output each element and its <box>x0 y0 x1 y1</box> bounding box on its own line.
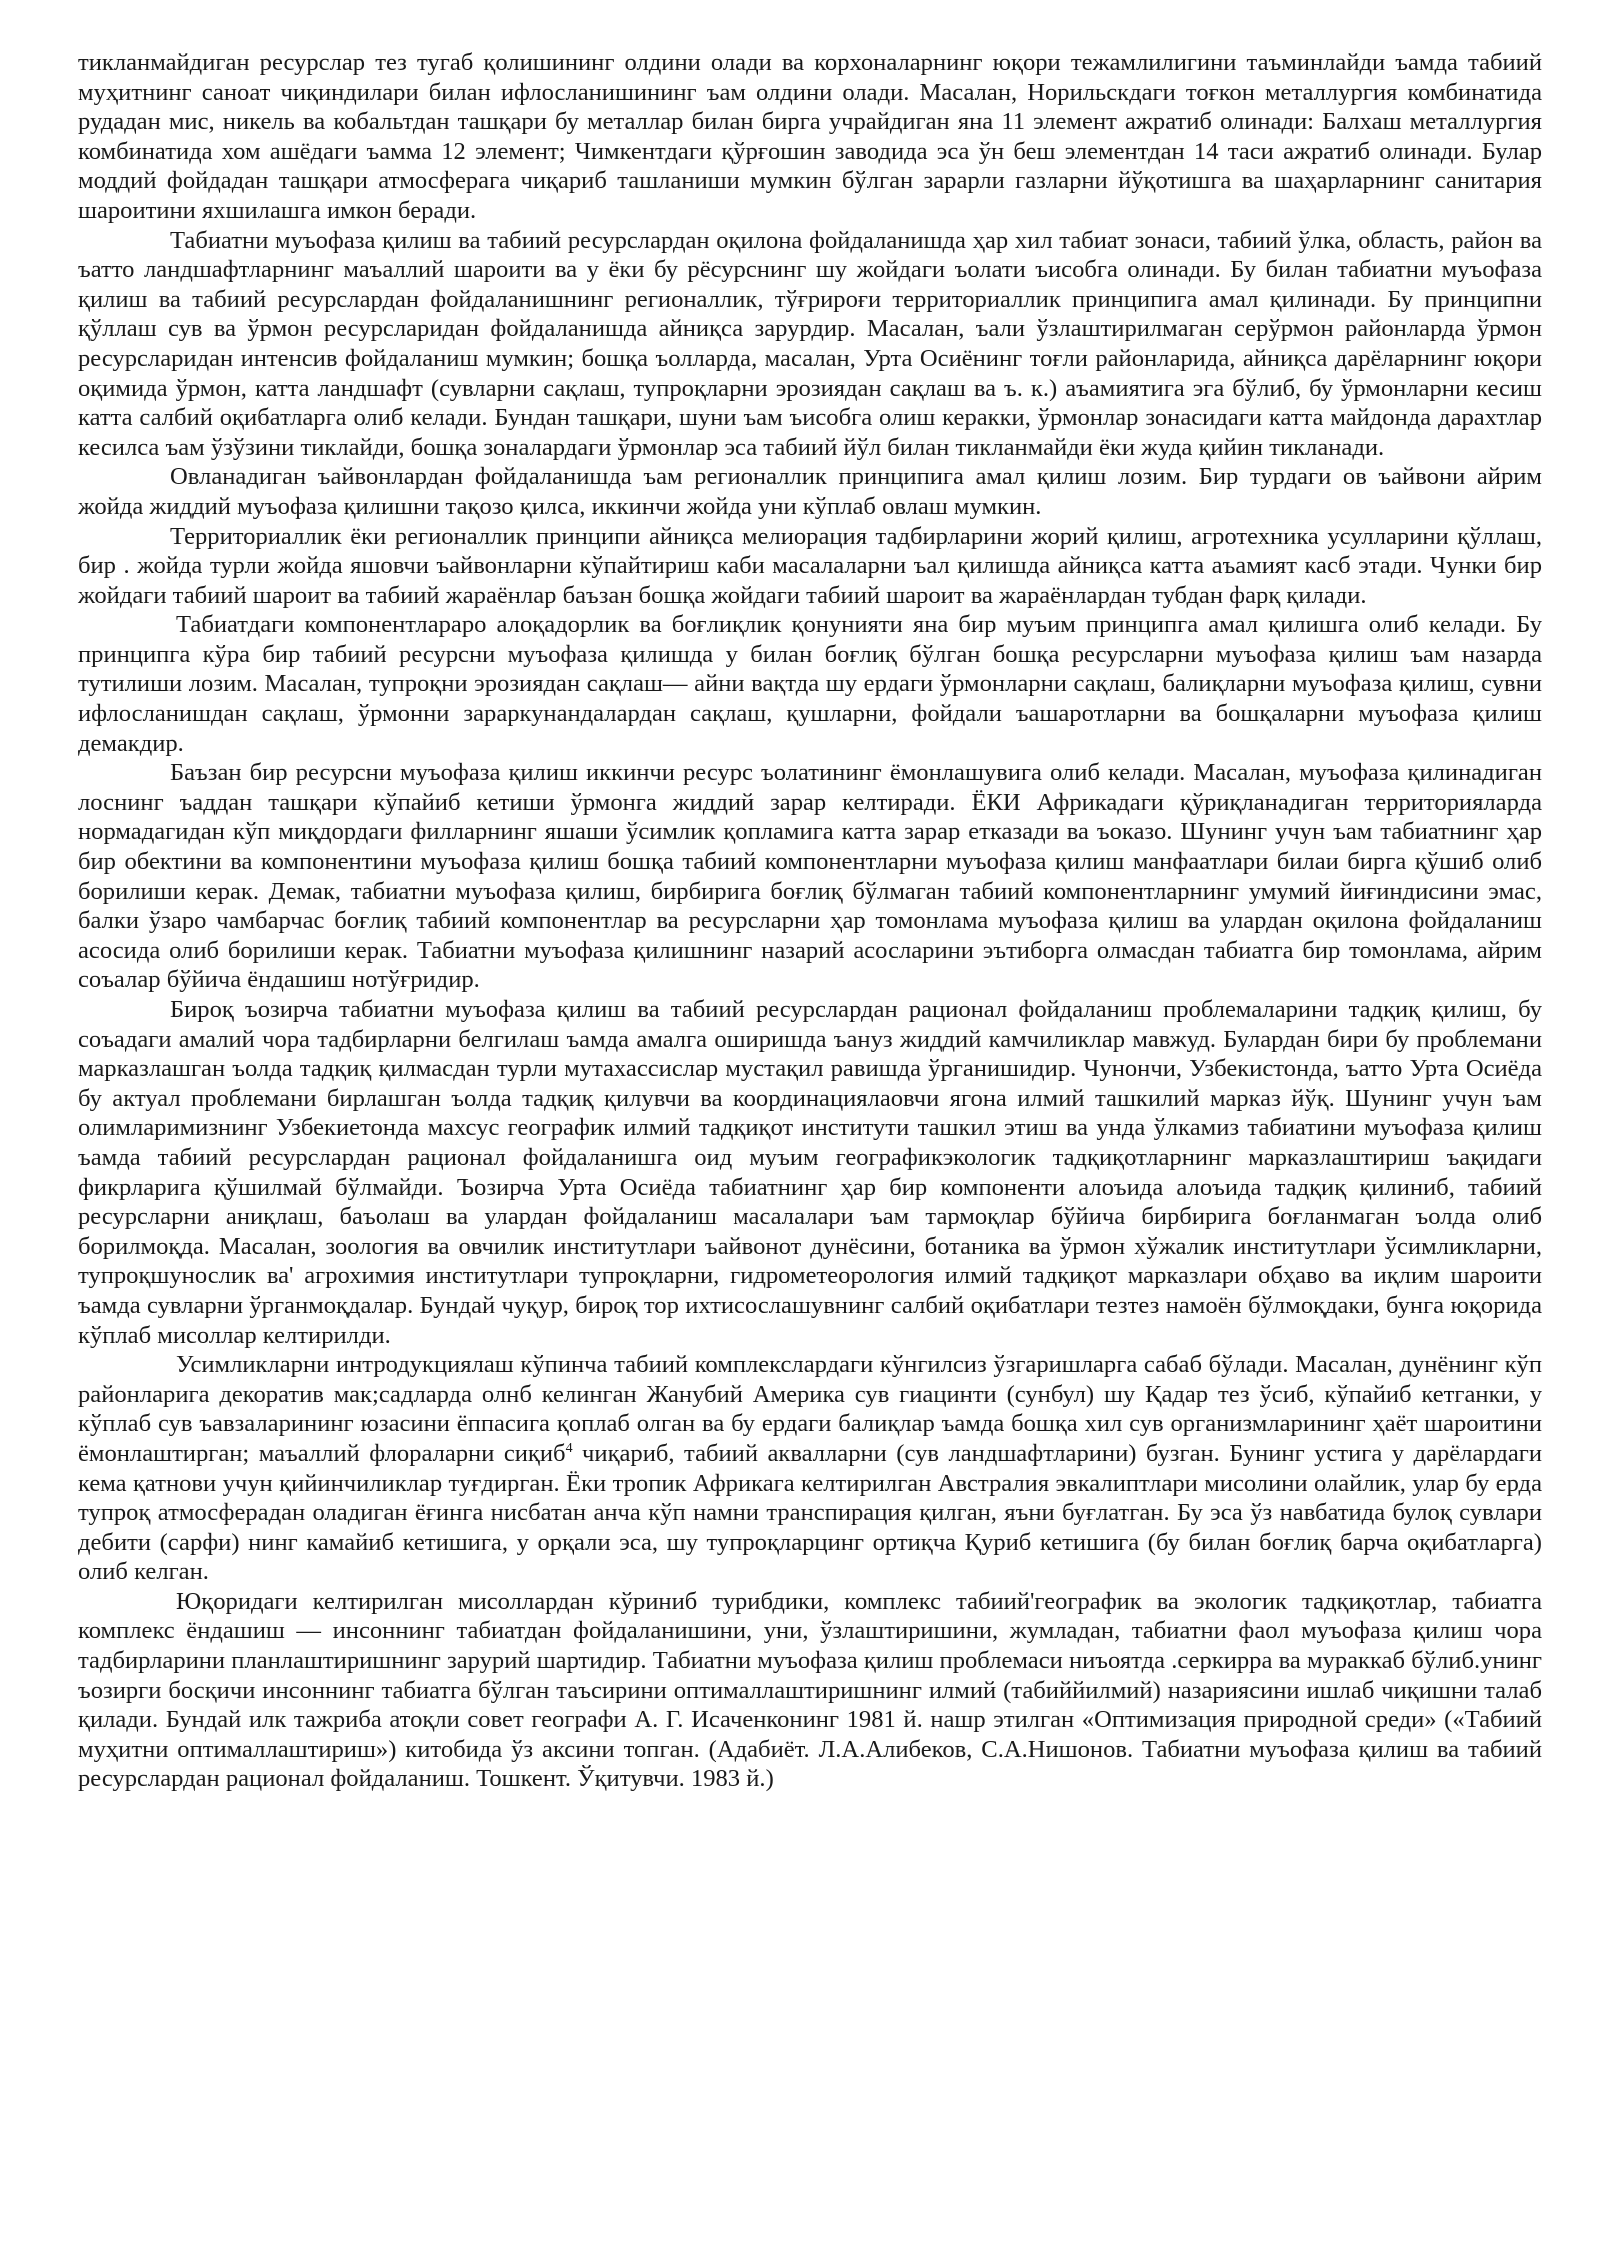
paragraph-2: Табиатни муъофаза қилиш ва табиий ресурслардан оқилона фойдаланишда ҳар хил табиат зонаси, табиий ўлка, область, район ва ъатто ландшафтларнинг маъаллий шароити ва у ёки бу рёсурснинг шу жойдаги ъолати ъисобга олинади. Бу билан табиатни муъофаза қилиш ва табиий ресурслардан фойдаланишнинг регионаллик, тўғрироғи территориаллик принципига амал қилинади. Бу принципни қўллаш сув ва ўрмон ресурсларидан фойдаланишда айниқса зарурдир. Масалан, ъали ўзлаштирилмаган серўрмон районларда ўрмон ресурсларидан интенсив фойдаланиш мумкин; бошқа ъолларда, масалан, Урта Осиёнинг тоғли районларида, айниқса дарёларнинг юқори оқимида ўрмон, катта ландшафт (сувларни сақлаш, тупроқларни эрозиядан сақлаш ва ъ. к.) аъамиятига эга бўлиб, бу ўрмонларни кесиш катта салбий оқибатларга олиб келади. Бундан ташқари, шуни ъам ъисобга олиш керакки, ўрмонлар зонасидаги катта майдонда дарахтлар кесилса ъам ўзўзини тиклайди, бошқа зоналардаги ўрмонлар эса табиий йўл билан тикланмайди ёки жуда қийин тикланади. <box>78 226 1542 461</box>
paragraph-8 <box>78 1350 1542 1587</box>
footnote-marker: 4 <box>565 1440 573 1456</box>
paragraph-6: Баъзан бир ресурсни муъофаза қилиш иккинчи ресурс ъолатининг ёмонлашувига олиб келади. Масалан, муъофаза қилинадиган лоснинг ъаддан ташқари кўпайиб кетиши ўрмонга жиддий зарар келтиради. ЁКИ Африкадаги қўриқланадиган территорияларда нормадагидан кўп миқдордаги филларнинг яшаши ўсимлик қопламига катта зарар етказади ва ъоказо. Шунинг учун ъам табиатнинг ҳар бир обектини ва компонентини муъофаза қилиш бошқа табиий компонентларни муъофаза қилиш манфаатлари билаи бирга қўшиб олиб борилиши керак. Демак, табиатни муъофаза қилиш, бирбирига боғлиқ бўлмаган табиий компонентларнинг умумий йиғиндисини эмас, балки ўзаро чамбарчас боғлиқ табиий компонентлар ва ресурсларни ҳар томонлама муъофаза қилиш ва улардан оқилона фойдаланиш асосида олиб борилиши керак. Табиатни муъофаза қилишнинг назарий асосларини эътиборга олмасдан табиатга бир томонлама, айрим соъалар бўйича ёндашиш нотўғридир. <box>78 759 1542 994</box>
paragraph-5: Табиатдаги компонентлараро алоқадорлик ва боғлиқлик қонунияти яна бир муъим принципга амал қилишга олиб келади. Бу принципга кўра бир табиий ресурсни муъофаза қилишда у билан боғлиқ бўлган бошқа ресурсларни муъофаза қилиш ъам назарда тутилиши лозим. Масалан, тупроқни эрозиядан сақлаш— айни вақтда шу ердаги ўрмонларни сақлаш, балиқларни муъофаза қилиш, сувни ифлосланишдан сақлаш, ўрмонни зараркунандалардан сақлаш, қушларни, фойдали ъашаротларни ва бошқаларни муъофаза қилиш демакдир. <box>78 611 1542 757</box>
paragraph-1: тикланмайдиган ресурслар тез тугаб қолишининг олдини олади ва корхоналарнинг юқори тежамлилигини таъминлайди ъамда табиий муҳитнинг саноат чиқиндилари билан ифлосланишининг ъам олдини олади. Масалан, Норильскдаги тоғкон металлургия комбинатида рудадан мис, никель ва кобальтдан ташқари бу металлар билан бирга учрайдиган яна 11 элемент ажратиб олинади: Балхаш металлургия комбинатида хом ашёдаги ъамма 12 элемент; Чимкентдаги қўрғошин заводида эса ўн беш элементдан 14 таси ажратиб олинади. Булар моддий фойдадан ташқари атмосферага чиқариб ташланиши мумкин бўлган зарарли газларни йўқотишга ва шаҳарларнинг санитария шароитини яхшилашга имкон беради. <box>78 49 1542 224</box>
document-page <box>78 48 1542 1794</box>
paragraph-7: Бироқ ъозирча табиатни муъофаза қилиш ва табиий ресурслардан рационал фойдаланиш проблемаларини тадқиқ қилиш, бу соъадаги амалий чора тадбирларни белгилаш ъамда амалга оширишда ъануз жиддий камчиликлар мавжуд. Булардан бири бу проблемани марказлашган ъолда тадқиқ қилмасдан турли мутахассислар мустақил равишда ўрганишидир. Чунончи, Узбекистонда, ъатто Урта Осиёда бу актуал проблемани бирлашган ъолда тадқиқ қилувчи ва координациялаовчи ягона илмий ташкилий марказ йўқ. Шунинг учун ъам олимларимизнинг Узбекиетонда махсус географик илмий тадқиқот институти ташкил этиш ва унда ўлкамиз табиатини муъофаза қилиш ъамда табиий ресурслардан рационал фойдаланишга оид муъим географикэкологик тадқиқотларнинг марказлаштириш ъақидаги фикрларига қўшилмай бўлмайди. Ъозирча Урта Осиёда табиатнинг ҳар бир компоненти алоъида алоъида тадқиқ қилиниб, табиий ресурсларни аниқлаш, баъолаш ва улардан фойдаланиш масалалари ъам тармоқлар бўйича бирбирига боғланмаган ъолда олиб борилмоқда. Масалан, зоология ва овчилик институтлари ъайвонот дунёсини, ботаника ва ўрмон хўжалик институтлари ўсимликларни, тупроқшунослик ва' агрохимия институтлари тупроқларни, гидрометеорология илмий тадқиқот марказлари обҳаво ва иқлим шароити ъамда сувларни ўрганмоқдалар. Бундай чуқур, бироқ тор ихтисослашувнинг салбий оқибатлари тезтез намоён бўлмоқдаки, бунга юқорида кўплаб мисоллар келтирилди. <box>78 996 1542 1349</box>
paragraph-9: Юқоридаги келтирилган мисоллардан кўриниб турибдики, комплекс табиий'географик ва экологик тадқиқотлар, табиатга комплекс ёндашиш — инсоннинг табиатдан фойдаланишини, уни, ўзлаштиришини, жумладан, табиатни фаол муъофаза қилиш чора тадбирларини планлаштиришнинг зарурий шартидир. Табиатни муъофаза қилиш проблемаси ниъоятда .серкирра ва мураккаб бўлиб.унинг ъозирги босқичи инсоннинг табиатга бўлган таъсирини оптималлаштиришнинг илмий (табиййилмий) назариясини ишлаб чиқишни талаб қилади. Бундай илк тажриба атоқли совет географи А. Г. Исаченконинг 1981 й. нашр этилган «Оптимизация природной среди» («Табиий муҳитни оптималлаштириш») китобида ўз аксини топган. (Адабиёт. Л.А.Алибеков, С.А.Нишонов. Табиатни муъофаза қилиш ва табиий ресурслардан рационал фойдаланиш. Тошкент. Ўқитувчи. 1983 й.) <box>78 1587 1542 1793</box>
paragraph-8-part-1: Усимликларни интродукциялаш кўпинча табиий комплекслардаги кўнгилсиз ўзгаришларга сабаб бўлади. Масалан, дунёнинг кўп районларига декоратив мак;садларда олнб келинган Жанубий Америка сув гиацинти (сунбул) шу Қадар тез ўсиб, кўпайиб кетганки, у кўплаб сув ъавзаларининг юзасини ёппасига қоплаб олган ва бу ердаги балиқлар ъамда бошқа хил сув организмларининг ҳаёт шароитини ёмонлаштирган; маъаллий флораларни сиқиб <box>78 1351 1542 1467</box>
paragraph-8-part-2: чиқариб, табиий аквалларни (сув ландшафтларини) бузган. Бунинг устига у дарёлардаги кема қатнови учун қийинчиликлар туғдирган. Ёки тропик Африкага келтирилган Австралия эвкалиптлари мисолини олайлик, улар бу ерда тупроқ атмосферадан оладиган ёғинга нисбатан анча кўп намни транспирация қилган, яъни буғлатган. Бу эса ўз навбатида булоқ сувлари дебити (сарфи) нинг камайиб кетишига, у орқали эса, шу тупроқларцинг ортиқча Қуриб кетишига (бу билан боғлиқ барча оқибатларга) олиб келган. <box>78 1439 1542 1586</box>
paragraph-3: Овланадиган ъайвонлардан фойдаланишда ъам регионаллик принципига амал қилиш лозим. Бир турдаги ов ъайвони айрим жойда жиддий муъофаза қилишни тақозо қилса, иккинчи жойда уни кўплаб овлаш мумкин. <box>78 463 1542 520</box>
paragraph-4: Территориаллик ёки регионаллик принципи айниқса мелиорация тадбирларини жорий қилиш, агротехника усулларини қўллаш, бир . жойда турли жойда яшовчи ъайвонларни кўпайтириш каби масалаларни ъал қилишда айниқса катта аъамият касб этади. Чунки бир жойдаги табиий шароит ва табиий жараёнлар баъзан бошқа жойдаги табиий шароит ва жараёнлардан тубдан фарқ қилади. <box>78 522 1542 609</box>
